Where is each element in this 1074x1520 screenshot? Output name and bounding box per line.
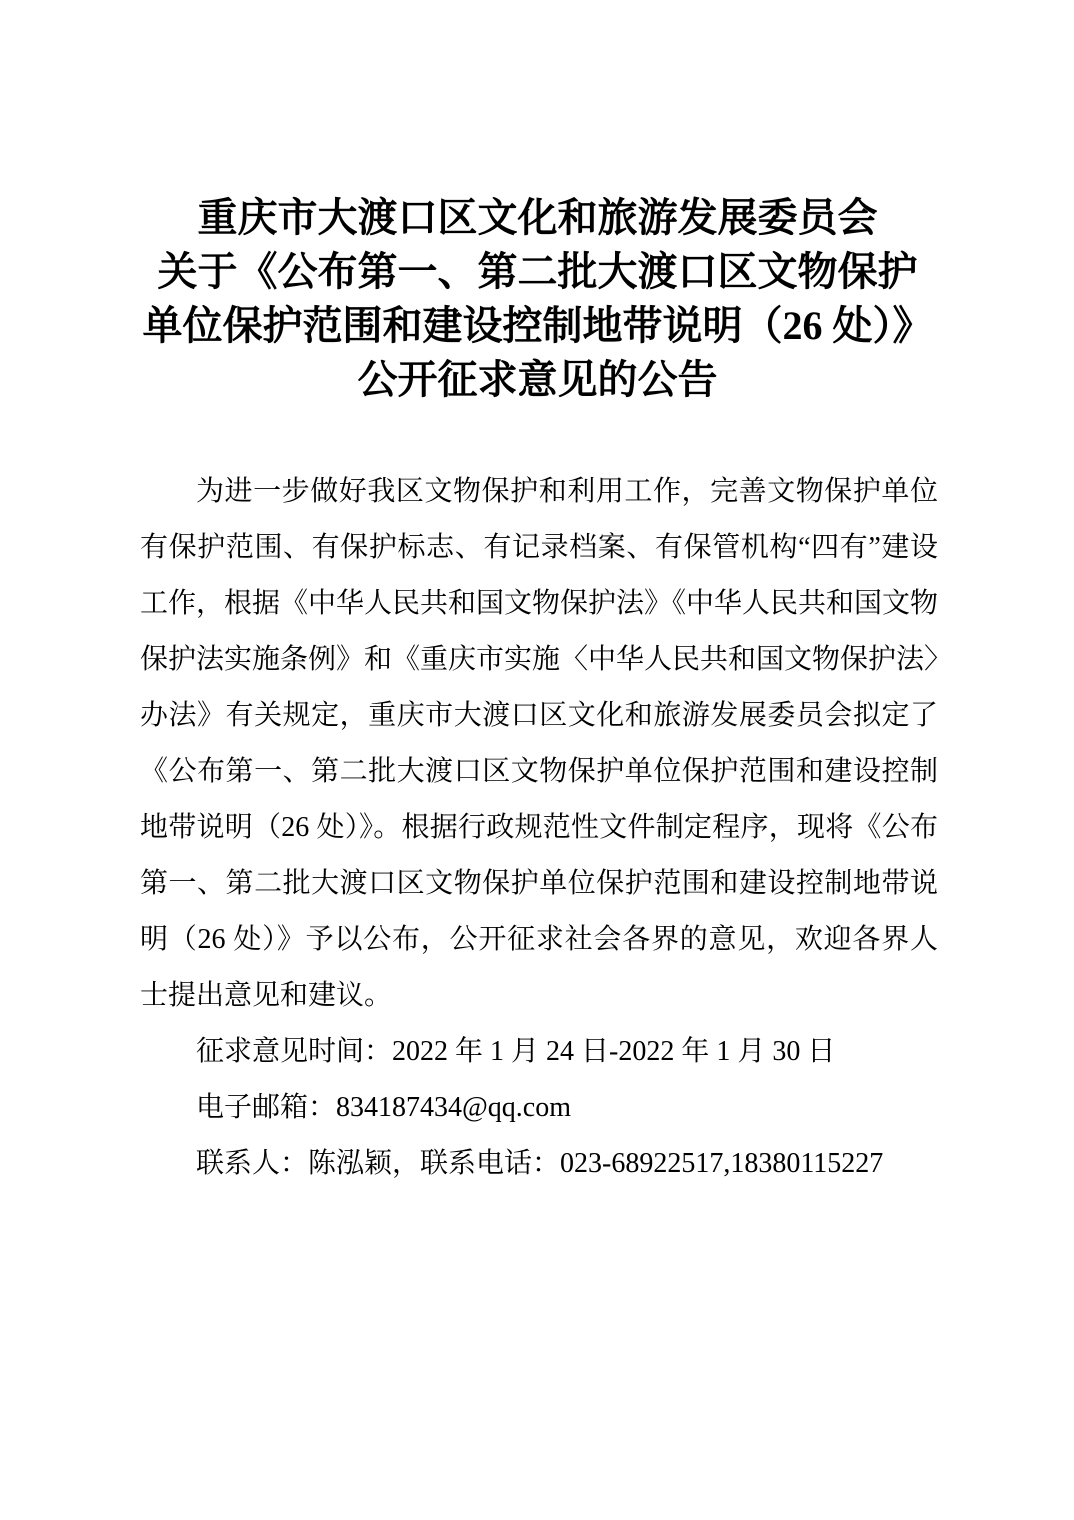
contact-line: 联系人：陈泓颖，联系电话：023-68922517,18380115227 — [196, 1148, 884, 1179]
title-line-1: 重庆市大渡口区文化和旅游发展委员会 — [197, 195, 878, 240]
title-line-4: 公开征求意见的公告 — [357, 357, 718, 402]
email-line: 电子邮箱：834187434@qq.com — [196, 1092, 571, 1123]
title-line-3: 单位保护范围和建设控制地带说明（26 处）》 — [142, 303, 933, 348]
document-body — [140, 464, 938, 1192]
body-paragraph: 为进一步做好我区文物保护和利用工作，完善文物保护单位有保护范围、有保护标志、有记录档案、有保管机构“四有”建设工作，根据《中华人民共和国文物保护法》《中华人民共和国文物保护法实施条例》和《重庆市实施〈中华人民共和国文物保护法〉办法》有关规定，重庆市大渡口区文化和旅游发展委员会拟定了《公布第一、第二批大渡口区文物保护单位保护范围和建设控制地带说明（26 处）》。根据行政规范性文件制定程序，现将《公布第一、第二批大渡口区文物保护单位保护范围和建设控制地带说明（26 处）》予以公布，公开征求社会各界的意见，欢迎各界人士提出意见和建议。 — [140, 476, 939, 1011]
document-title — [70, 191, 1005, 407]
consultation-period-line: 征求意见时间：2022 年 1 月 24 日-2022 年 1 月 30 日 — [196, 1036, 836, 1067]
title-line-2: 关于《公布第一、第二批大渡口区文物保护 — [157, 249, 918, 294]
